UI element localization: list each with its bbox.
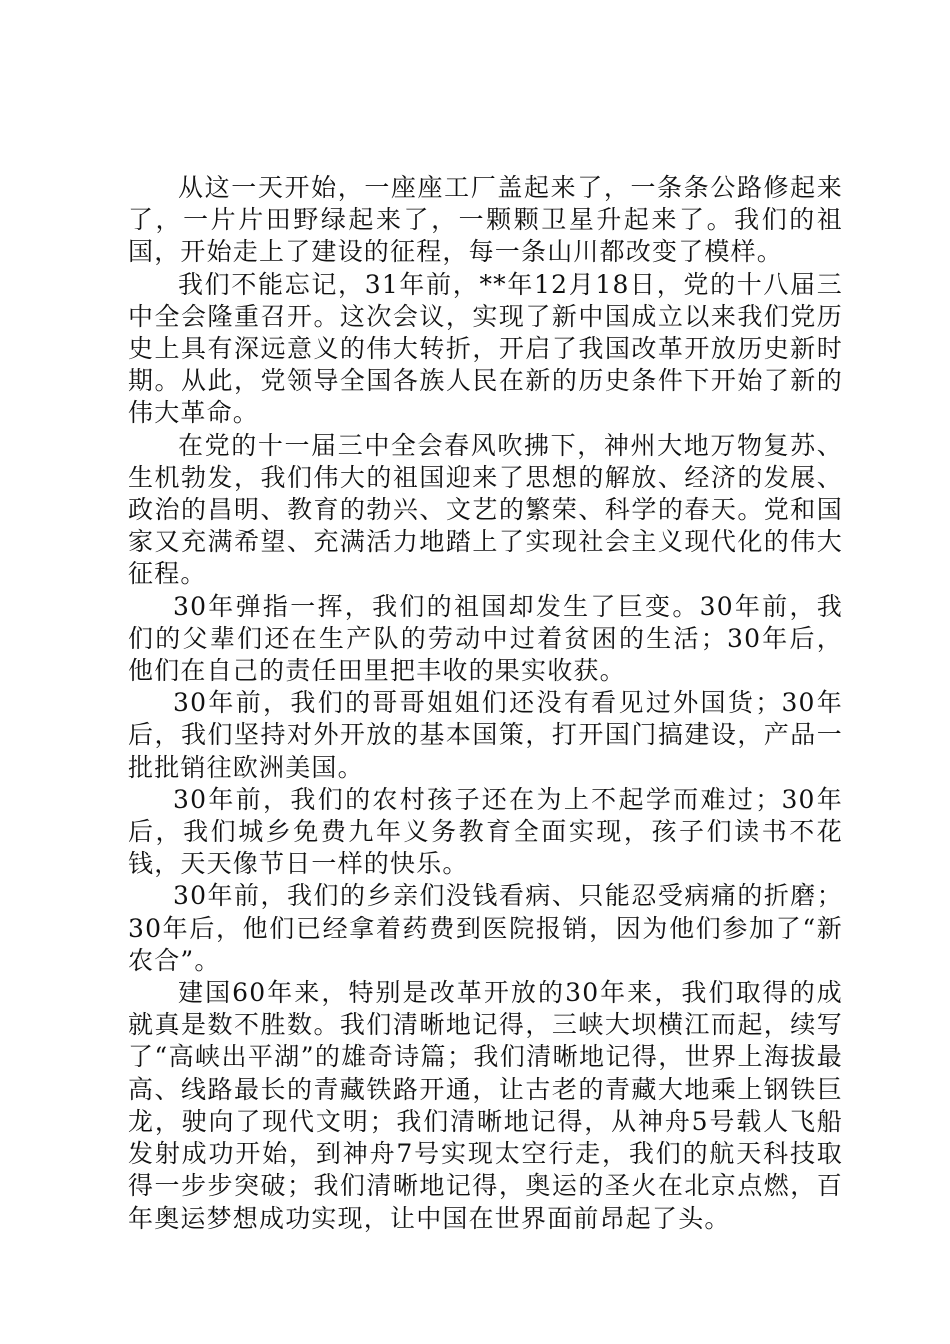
paragraph-8: 建国60年来，特别是改革开放的30年来，我们取得的成就真是数不胜数。我们清晰地记得，三峡大坝横江而起，续写了“高峡出平湖”的雄奇诗篇；我们清晰地记得，世界上海拔最高、线路最长的青藏铁路开通，让古老的青藏大地乘上钢铁巨龙，驶向了现代文明；我们清晰地记得，从神舟5号载人飞船发射成功开始，到神舟7号实现太空行走，我们的航天科技取得一步步突破；我们清晰地记得，奥运的圣火在北京点燃，百年奥运梦想成功实现，让中国在世界面前昂起了头。 — [128, 978, 843, 1233]
paragraph-5: 30年前，我们的哥哥姐姐们还没有看见过外国货；30年后，我们坚持对外开放的基本国策，打开国门搞建设，产品一批批销往欧洲美国。 — [128, 688, 843, 782]
paragraph-6: 30年前，我们的农村孩子还在为上不起学而难过；30年后，我们城乡免费九年义务教育全面实现，孩子们读书不花钱，天天像节日一样的快乐。 — [128, 784, 843, 879]
paragraph-2: 我们不能忘记，31年前，**年12月18日，党的十八届三中全会隆重召开。这次会议，实现了新中国成立以来我们党历史上具有深远意义的伟大转折，开启了我国改革开放历史新时期。从此，党领导全国各族人民在新的历史条件下开始了新的伟大革命。 — [128, 269, 843, 428]
paragraph-3: 在党的十一届三中全会春风吹拂下，神州大地万物复苏、生机勃发，我们伟大的祖国迎来了思想的解放、经济的发展、政治的昌明、教育的勃兴、文艺的繁荣、科学的春天。党和国家又充满希望、充满活力地踏上了实现社会主义现代化的伟大征程。 — [128, 430, 843, 589]
paragraph-1: 从这一天开始，一座座工厂盖起来了，一条条公路修起来了，一片片田野绿起来了，一颗颗卫星升起来了。我们的祖国，开始走上了建设的征程，每一条山川都改变了模样。 — [128, 173, 843, 267]
document-body — [128, 172, 843, 1235]
paragraph-7: 30年前，我们的乡亲们没钱看病、只能忍受病痛的折磨；30年后，他们已经拿着药费到医院报销，因为他们参加了“新农合”。 — [128, 881, 843, 975]
paragraph-4: 30年弹指一挥，我们的祖国却发生了巨变。30年前，我们的父辈们还在生产队的劳动中过着贫困的生活；30年后，他们在自己的责任田里把丰收的果实收获。 — [128, 591, 843, 686]
